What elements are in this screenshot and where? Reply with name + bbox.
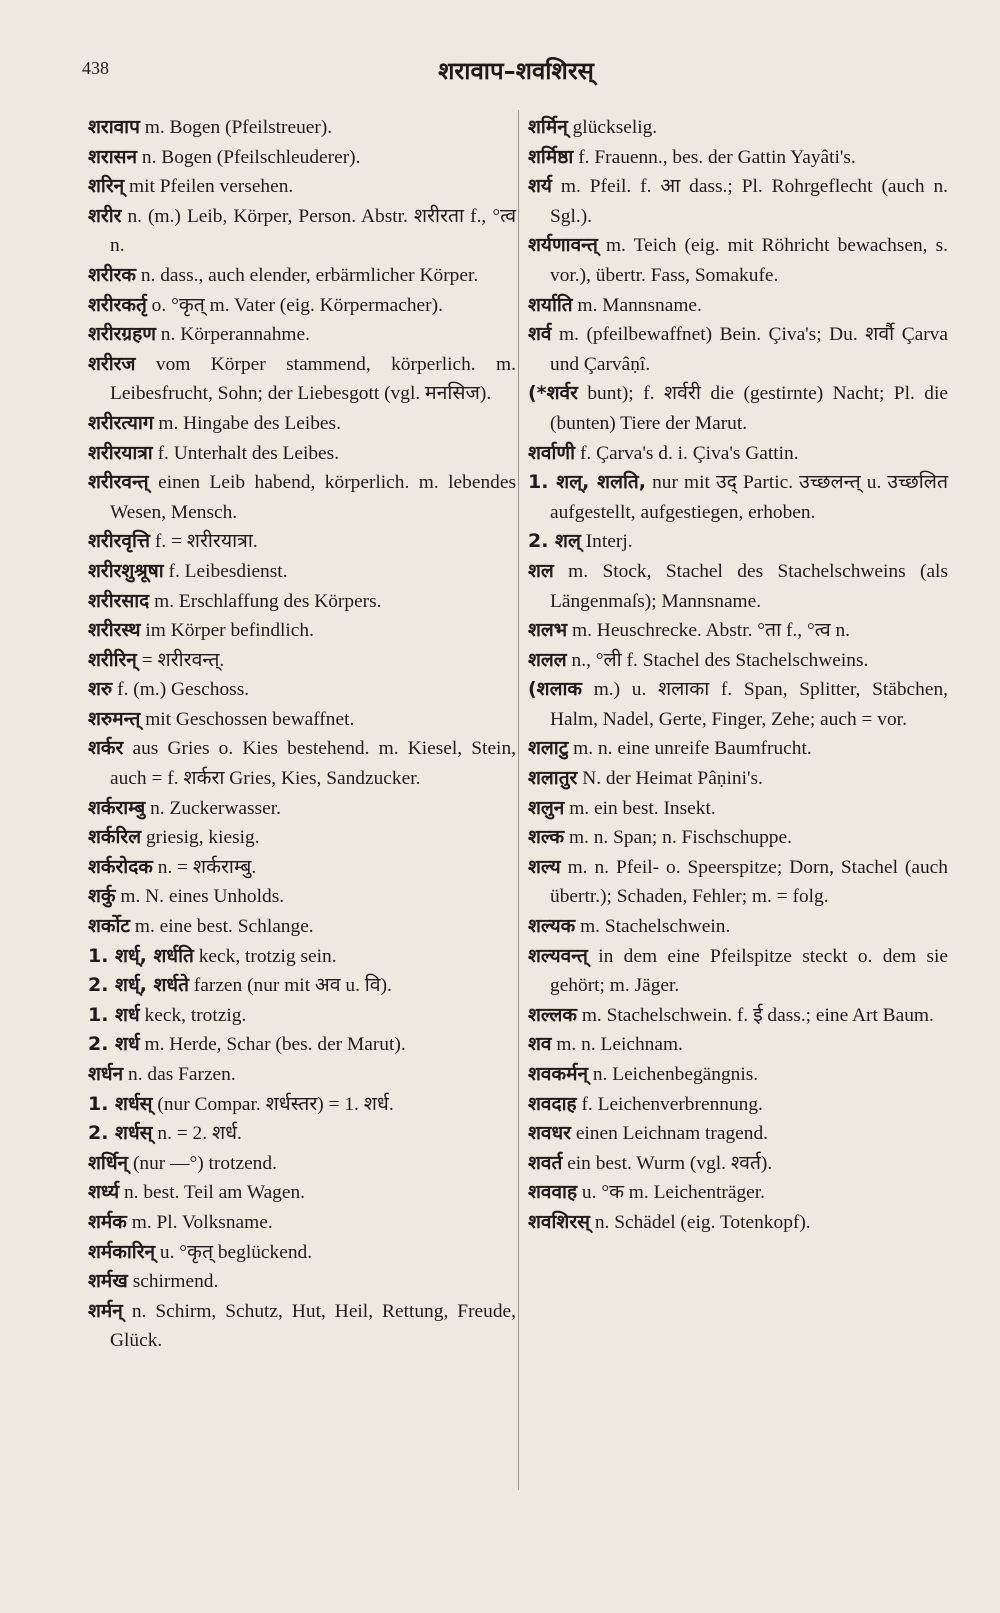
- entry-headword: शर्मक: [88, 1210, 127, 1233]
- entry-definition: (nur Compar. शर्धस्तर) = 1. शर्ध.: [157, 1093, 394, 1115]
- dictionary-entry: [528, 439, 948, 469]
- entry-definition: n. Zuckerwasser.: [150, 797, 281, 819]
- entry-headword: शर्करोदक: [88, 855, 153, 878]
- dictionary-entry: [528, 1119, 948, 1149]
- dictionary-entry: [88, 1208, 516, 1238]
- dictionary-entry: [88, 1178, 516, 1208]
- entry-definition: m. N. eines Unholds.: [120, 886, 285, 908]
- entry-definition: m. n. eine unreife Baumfrucht.: [573, 738, 812, 760]
- dictionary-entry: [88, 882, 516, 912]
- entry-headword: शव: [528, 1033, 552, 1056]
- entry-definition: f. Leichenverbrennung.: [581, 1093, 763, 1115]
- dictionary-entry: [528, 942, 948, 1001]
- entry-definition: n. = 2. शर्ध.: [157, 1123, 242, 1145]
- dictionary-entry: [88, 587, 516, 617]
- dictionary-entry: [528, 291, 948, 321]
- entry-definition: f. (m.) Geschoss.: [117, 679, 250, 701]
- entry-headword: शर्करिल: [88, 826, 142, 849]
- entry-definition: n. Leichenbegängnis.: [592, 1064, 759, 1085]
- entry-definition: im Körper befindlich.: [145, 620, 314, 642]
- dictionary-entry: [88, 527, 516, 557]
- entry-definition: keck, trotzig.: [144, 1004, 247, 1026]
- entry-headword: शरीरत्याग: [88, 411, 154, 434]
- entry-headword: शल: [528, 559, 554, 582]
- entry-headword: 2. शल्: [528, 530, 581, 553]
- entry-definition: mit Pfeilen versehen.: [129, 176, 294, 198]
- entry-headword: शरिन्: [88, 175, 125, 198]
- entry-definition: n. Bogen (Pfeilschleuderer).: [141, 146, 361, 168]
- dictionary-entry: [88, 113, 516, 143]
- entry-headword: शरीरवृत्ति: [88, 530, 150, 553]
- entry-definition: mit Geschossen bewaffnet.: [145, 708, 355, 730]
- dictionary-entry: [528, 675, 948, 734]
- entry-headword: 1. शर्धस्: [88, 1092, 153, 1115]
- entry-definition: m. Teich (eig. mit Röhricht bewachsen, s. vor.), übertr. Fass, Somakufe.: [550, 235, 948, 286]
- entry-headword: शरुमन्त्: [88, 707, 141, 730]
- entry-headword: 2. शर्ध: [88, 1033, 140, 1056]
- dictionary-entry: [88, 646, 516, 676]
- entry-definition: m. n. Span; n. Fischschuppe.: [568, 827, 792, 849]
- entry-headword: शल्क: [528, 826, 565, 849]
- dictionary-entry: [88, 1297, 516, 1356]
- entry-definition: bunt); f. शर्वरी die (gestirnte) Nacht; Pl. die (bunten) Tiere der Marut.: [550, 383, 948, 434]
- entry-definition: vom Körper stammend, körperlich. m. Leibesfrucht, Sohn; der Liebesgott (vgl. मनसिज).: [110, 353, 516, 405]
- entry-headword: शल्यक: [528, 915, 576, 938]
- entry-headword: शर्मख: [88, 1270, 128, 1293]
- dictionary-entry: [528, 1001, 948, 1031]
- dictionary-entry: [528, 468, 948, 527]
- dictionary-entry: [88, 350, 516, 409]
- entry-definition: o. °कृत् m. Vater (eig. Körpermacher).: [151, 294, 443, 316]
- dictionary-entry: [528, 143, 948, 173]
- entry-headword: 1. शल्, शलति,: [528, 471, 646, 494]
- dictionary-entry: [88, 853, 516, 883]
- entry-definition: m. Stock, Stachel des Stachelschweins (als Längenmaſs); Mannsname.: [550, 560, 948, 612]
- entry-headword: 1. शर्ध्, शर्धति: [88, 944, 194, 967]
- entry-headword: शर्मकारिन्: [88, 1240, 156, 1263]
- entry-definition: n. dass., auch elender, erbärmlicher Körper.: [140, 264, 479, 286]
- dictionary-entry: [528, 1090, 948, 1120]
- entry-headword: शरीरकर्तृ: [88, 293, 147, 316]
- entry-definition: f. = शरीरयात्रा.: [154, 531, 258, 553]
- entry-headword: शर्कोट: [88, 915, 131, 938]
- dictionary-entry: [528, 734, 948, 764]
- dictionary-entry: [528, 1060, 948, 1090]
- entry-headword: शलाटु: [528, 737, 569, 760]
- dictionary-entry: [528, 1030, 948, 1060]
- dictionary-entry: [528, 557, 948, 616]
- entry-headword: शरीरिन्: [88, 648, 137, 671]
- entry-definition: m. Pl. Volksname.: [131, 1211, 273, 1233]
- dictionary-entry: [88, 675, 516, 705]
- dictionary-entry: [528, 764, 948, 794]
- entry-headword: 2. शर्धस्: [88, 1122, 153, 1145]
- entry-headword: शवकर्मन्: [528, 1063, 588, 1085]
- dictionary-entry: [88, 616, 516, 646]
- entry-headword: शरीरग्रहण: [88, 323, 156, 346]
- entry-definition: einen Leib habend, körperlich. m. lebendes Wesen, Mensch.: [110, 472, 516, 523]
- left-column: [88, 113, 516, 1356]
- entry-definition: m. Herde, Schar (bes. der Marut).: [144, 1034, 406, 1056]
- entry-definition: glückselig.: [572, 117, 658, 138]
- entry-definition: m. Hingabe des Leibes.: [158, 412, 341, 434]
- dictionary-entry: [528, 1208, 948, 1238]
- entry-definition: n. Schädel (eig. Totenkopf).: [594, 1211, 811, 1233]
- entry-headword: शववाह: [528, 1181, 578, 1204]
- entry-definition: m. Pfeil. f. आ dass.; Pl. Rohrgeflecht (auch n. Sgl.).: [550, 176, 948, 227]
- entry-headword: शर्मिष्ठा: [528, 145, 574, 168]
- entry-headword: शरीरसाद: [88, 589, 150, 612]
- running-head: शरावाप–शवशिरस्: [438, 57, 594, 85]
- dictionary-entry: [88, 734, 516, 793]
- entry-headword: शर्मन्: [88, 1299, 123, 1322]
- dictionary-entry: [528, 1149, 948, 1179]
- dictionary-entry: [528, 172, 948, 231]
- entry-headword: शर्कर: [88, 737, 124, 760]
- entry-definition: ein best. Wurm (vgl. श्वर्त).: [567, 1152, 773, 1174]
- dictionary-entry: [528, 853, 948, 912]
- entry-headword: शर्धन: [88, 1063, 124, 1085]
- entry-definition: (nur —°) trotzend.: [132, 1152, 277, 1174]
- dictionary-entry: [88, 1090, 516, 1120]
- entry-headword: 2. शर्ध्, शर्धते: [88, 974, 189, 997]
- entry-definition: m. Erschlaffung des Körpers.: [154, 590, 382, 612]
- dictionary-entry: [88, 823, 516, 853]
- entry-headword: शर्वाणी: [528, 441, 576, 464]
- entry-headword: शरावाप: [88, 116, 140, 138]
- entry-headword: शर्मिन्: [528, 116, 568, 138]
- dictionary-entry: [88, 705, 516, 735]
- entry-headword: शरीरक: [88, 263, 136, 286]
- dictionary-entry: [528, 231, 948, 290]
- dictionary-entry: [88, 1001, 516, 1031]
- dictionary-entry: [88, 143, 516, 173]
- dictionary-entry: [88, 942, 516, 972]
- dictionary-entry: [88, 1238, 516, 1268]
- entry-headword: शर्याति: [528, 293, 573, 316]
- entry-headword: शल्य: [528, 855, 561, 878]
- entry-headword: शवशिरस्: [528, 1210, 590, 1233]
- entry-definition: n. Körperannahme.: [160, 324, 310, 346]
- dictionary-entry: [88, 291, 516, 321]
- dictionary-entry: [528, 823, 948, 853]
- dictionary-entry: [88, 468, 516, 527]
- dictionary-entry: [88, 409, 516, 439]
- entry-definition: n. das Farzen.: [128, 1064, 236, 1085]
- entry-definition: m. eine best. Schlange.: [134, 916, 314, 938]
- entry-definition: u. °क m. Leichenträger.: [581, 1182, 766, 1204]
- entry-definition: N. der Heimat Pâṇini's.: [582, 768, 763, 790]
- dictionary-entry: [88, 971, 516, 1001]
- right-column: [528, 113, 948, 1238]
- dictionary-entry: [88, 912, 516, 942]
- dictionary-entry: [528, 113, 948, 143]
- entry-headword: शरीर: [88, 204, 122, 227]
- entry-definition: aus Gries o. Kies bestehend. m. Kiesel, Stein, auch = f. शर्करा Gries, Kies, Sandzucker.: [110, 738, 516, 790]
- entry-definition: m. n. Leichnam.: [556, 1034, 683, 1056]
- page-header: [82, 52, 950, 88]
- entry-headword: शलभ: [528, 619, 568, 642]
- dictionary-entry: [88, 320, 516, 350]
- dictionary-entry: [88, 1060, 516, 1090]
- entry-definition: Interj.: [585, 531, 633, 553]
- entry-headword: शर्य: [528, 175, 552, 198]
- entry-headword: शर्व: [528, 323, 552, 346]
- page-number: 438: [82, 58, 109, 78]
- entry-definition: m. Mannsname.: [577, 294, 702, 316]
- entry-definition: m. Stachelschwein.: [580, 916, 731, 938]
- entry-definition: in dem eine Pfeilspitze steckt o. dem sie gehört; m. Jäger.: [550, 945, 948, 997]
- entry-headword: शर्कु: [88, 885, 116, 908]
- entry-definition: n. (m.) Leib, Körper, Person. Abstr. शरीरता f., °त्व n.: [110, 205, 516, 257]
- entry-definition: u. °कृत् beglückend.: [159, 1241, 313, 1263]
- entry-definition: f. Frauenn., bes. der Gattin Yayâti's.: [578, 146, 856, 168]
- entry-headword: शर्ध्य: [88, 1181, 120, 1204]
- entry-definition: n. Schirm, Schutz, Hut, Heil, Rettung, Freude, Glück.: [110, 1300, 516, 1352]
- column-divider: [518, 110, 519, 1490]
- entry-definition: m. ein best. Insekt.: [569, 797, 716, 819]
- dictionary-entry: [88, 1119, 516, 1149]
- dictionary-entry: [88, 557, 516, 587]
- entry-definition: f. Unterhalt des Leibes.: [157, 442, 340, 464]
- dictionary-entry: [528, 320, 948, 379]
- entry-definition: m.) u. शलाका f. Span, Splitter, Stäbchen, Halm, Nadel, Gerte, Finger, Zehe; auch = vor.: [550, 679, 948, 730]
- dictionary-entry: [528, 794, 948, 824]
- dictionary-entry: [528, 379, 948, 438]
- entry-headword: शवधर: [528, 1122, 571, 1145]
- dictionary-entry: [528, 616, 948, 646]
- entry-definition: f. Leibesdienst.: [168, 560, 288, 582]
- entry-headword: शलुन: [528, 796, 565, 819]
- entry-definition: m. Bogen (Pfeilstreuer).: [144, 117, 333, 138]
- entry-headword: शर्कराम्बु: [88, 796, 146, 819]
- dictionary-entry: [528, 527, 948, 557]
- dictionary-entry: [88, 202, 516, 261]
- entry-definition: keck, trotzig sein.: [198, 945, 337, 967]
- dictionary-entry: [88, 172, 516, 202]
- dictionary-entry: [88, 1030, 516, 1060]
- entry-definition: f. Çarva's d. i. Çiva's Gattin.: [579, 442, 799, 464]
- dictionary-entry: [528, 1178, 948, 1208]
- dictionary-entry: [528, 912, 948, 942]
- entry-definition: schirmend.: [132, 1271, 219, 1293]
- entry-definition: n. best. Teil am Wagen.: [123, 1182, 306, 1204]
- entry-definition: m. Stachelschwein. f. ई dass.; eine Art Baum.: [581, 1004, 934, 1026]
- entry-headword: शरीरशुश्रूषा: [88, 559, 164, 582]
- dictionary-entry: [88, 439, 516, 469]
- entry-headword: शरीरवन्त्: [88, 471, 149, 494]
- entry-definition: m. n. Pfeil- o. Speerspitze; Dorn, Stachel (auch übertr.); Schaden, Fehler; m. = folg.: [550, 856, 948, 908]
- dictionary-entry: [88, 1267, 516, 1297]
- entry-headword: शरु: [88, 678, 113, 701]
- entry-headword: शवर्त: [528, 1151, 563, 1174]
- dictionary-entry: [88, 794, 516, 824]
- dictionary-entry: [88, 261, 516, 291]
- dictionary-entry: [528, 646, 948, 676]
- entry-headword: शर्धिन्: [88, 1151, 129, 1174]
- entry-definition: n., °ली f. Stachel des Stachelschweins.: [571, 649, 869, 671]
- entry-headword: 1. शर्ध: [88, 1003, 140, 1026]
- dictionary-entry: [88, 1149, 516, 1179]
- entry-headword: (*शर्वर: [528, 382, 578, 405]
- entry-headword: शरीरज: [88, 352, 136, 375]
- entry-headword: शल्लक: [528, 1003, 577, 1026]
- entry-headword: शवदाह: [528, 1092, 577, 1115]
- entry-headword: शर्यणावन्त्: [528, 234, 598, 257]
- entry-headword: शलल: [528, 648, 567, 671]
- entry-definition: nur mit उद् Partic. उच्छलन्त् u. उच्छलित aufgestellt, aufgestiegen, erhoben.: [550, 472, 949, 523]
- entry-definition: = शरीरवन्त्.: [141, 649, 225, 671]
- entry-definition: m. (pfeilbewaffnet) Bein. Çiva's; Du. शर्वौ Çarva und Çarvâṇî.: [550, 324, 948, 375]
- entry-headword: शलातुर: [528, 767, 578, 790]
- entry-headword: (शलाक: [528, 678, 582, 701]
- entry-headword: शल्यवन्त्: [528, 944, 588, 967]
- entry-definition: griesig, kiesig.: [145, 827, 260, 849]
- entry-definition: n. = शर्कराम्बु.: [157, 856, 257, 878]
- entry-headword: शरीरयात्रा: [88, 441, 153, 464]
- entry-definition: einen Leichnam tragend.: [575, 1123, 769, 1145]
- entry-headword: शरीरस्थ: [88, 619, 141, 642]
- entry-definition: farzen (nur mit अव u. वि).: [193, 975, 392, 997]
- entry-headword: शरासन: [88, 145, 138, 168]
- entry-definition: m. Heuschrecke. Abstr. °ता f., °त्व n.: [572, 620, 851, 642]
